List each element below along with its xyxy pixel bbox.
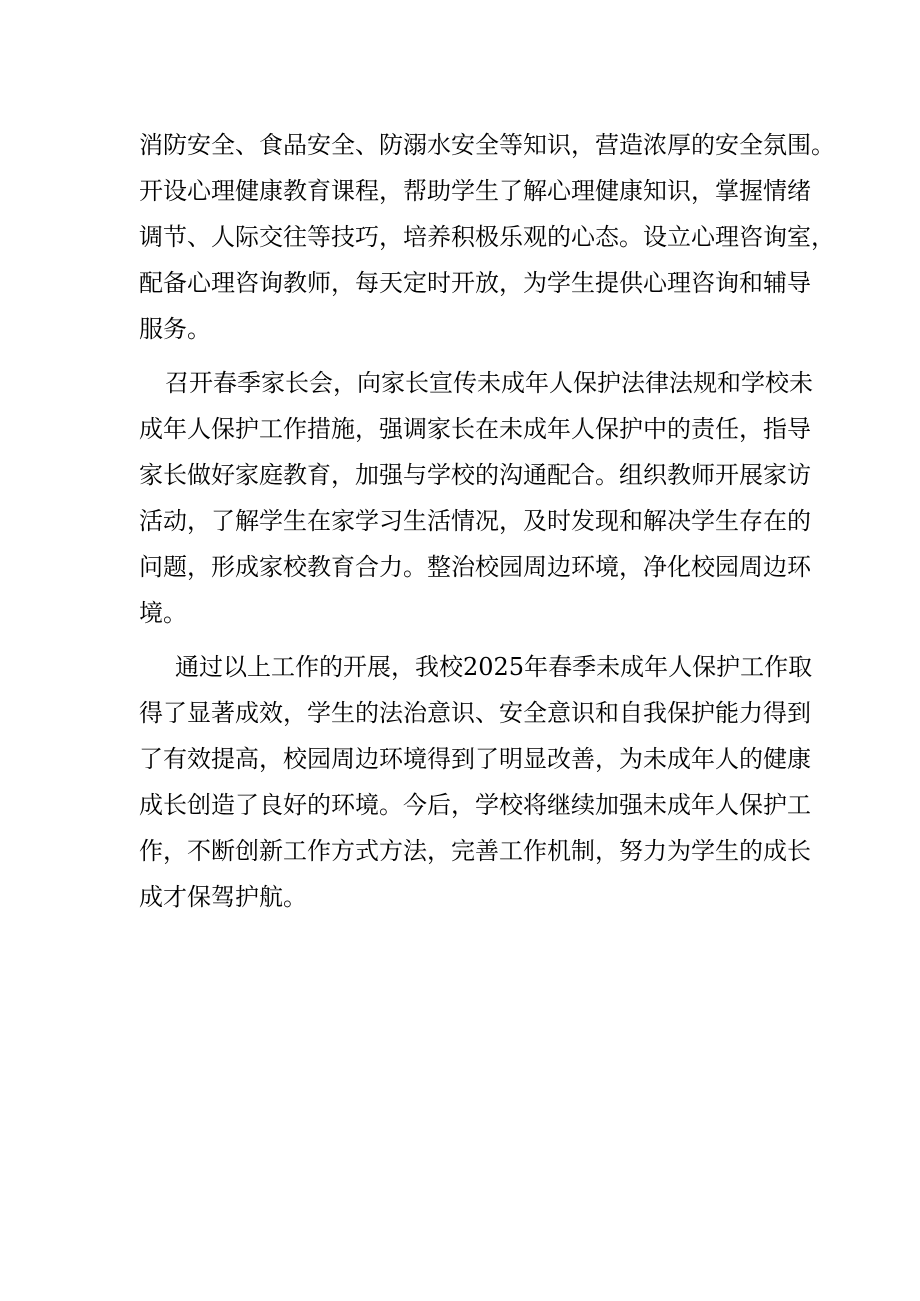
paragraph-line: 作，不断创新工作方式方法，完善工作机制，努力为学生的成长 (139, 837, 811, 865)
paragraph-line: 活动，了解学生在家学习生活情况，及时发现和解决学生存在的 (139, 507, 811, 535)
paragraph-line: 成才保驾护航。 (139, 883, 307, 911)
paragraph-line: 成长创造了良好的环境。今后，学校将继续加强未成年人保护工 (139, 791, 811, 819)
paragraph-line: 开设心理健康教育课程，帮助学生了解心理健康知识，掌握情绪 (139, 177, 811, 205)
paragraph-line: 了有效提高，校园周边环境得到了明显改善，为未成年人的健康 (139, 745, 811, 773)
paragraph-line: 消防安全、食品安全、防溺水安全等知识，营造浓厚的安全氛围。 (139, 131, 835, 159)
paragraph-line: 成年人保护工作措施，强调家长在未成年人保护中的责任，指导 (139, 415, 811, 443)
paragraph-line: 家长做好家庭教育，加强与学校的沟通配合。组织教师开展家访 (139, 461, 811, 489)
document-body (139, 122, 835, 920)
paragraph-conclusion (139, 644, 813, 920)
paragraph-line: 调节、人际交往等技巧，培养积极乐观的心态。设立心理咨询室， (139, 223, 835, 251)
paragraph-line: 问题，形成家校教育合力。整治校园周边环境，净化校园周边环 (139, 553, 811, 581)
paragraph-line: 配备心理咨询教师，每天定时开放，为学生提供心理咨询和辅导 (139, 269, 811, 297)
paragraph-line: 召开春季家长会，向家长宣传未成年人保护法律法规和学校未 (165, 369, 813, 397)
paragraph-parents-meeting (139, 360, 813, 636)
paragraph-gap (139, 636, 791, 644)
paragraph-gap (139, 352, 791, 360)
paragraph-line: 服务。 (139, 315, 211, 343)
paragraph-line: 境。 (139, 599, 187, 627)
paragraph-safety-psychology (139, 122, 835, 352)
paragraph-line: 通过以上工作的开展，我校2025年春季未成年人保护工作取 (175, 653, 813, 681)
paragraph-line: 得了显著成效，学生的法治意识、安全意识和自我保护能力得到 (139, 699, 811, 727)
